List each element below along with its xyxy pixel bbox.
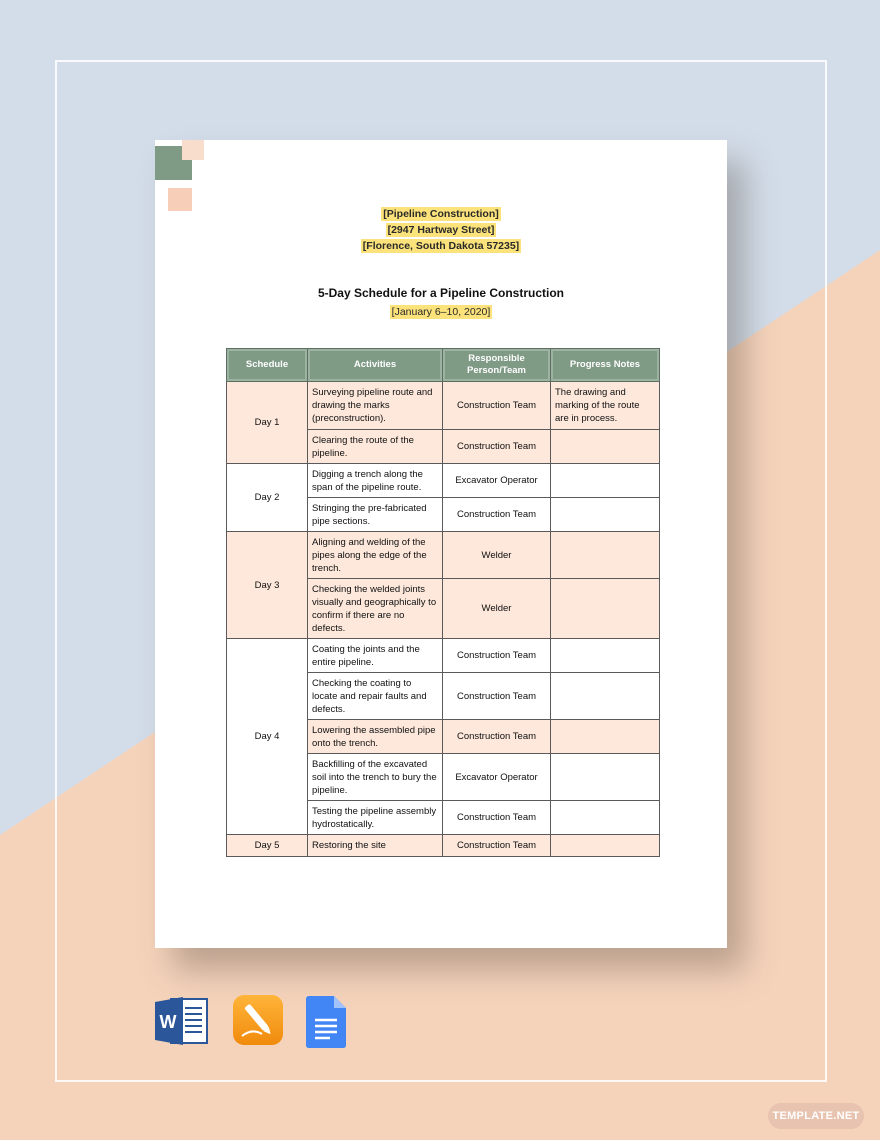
day-cell: Day 3 (227, 532, 308, 639)
notes-cell (551, 498, 660, 532)
table-row (227, 464, 660, 498)
team-cell: Welder (443, 579, 551, 639)
activity-cell: Checking the coating to locate and repair faults and defects. (308, 673, 443, 720)
table-row (227, 382, 660, 430)
team-cell: Construction Team (443, 639, 551, 673)
svg-text:W: W (159, 1012, 177, 1032)
notes-cell (551, 464, 660, 498)
schedule-table (226, 348, 660, 857)
day-cell: Day 4 (227, 639, 308, 835)
activity-cell: Testing the pipeline assembly hydrostatically. (308, 801, 443, 835)
pages-icon[interactable] (232, 994, 284, 1046)
city-address: [Florence, South Dakota 57235] (362, 240, 520, 252)
activity-cell: Checking the welded joints visually and geographically to confirm if there are no defects. (308, 579, 443, 639)
activity-cell: Lowering the assembled pipe onto the trench. (308, 720, 443, 754)
table-row (227, 639, 660, 673)
notes-cell (551, 720, 660, 754)
table-row (227, 835, 660, 857)
date-range: [January 6–10, 2020] (391, 306, 491, 318)
table-header-row (227, 349, 660, 382)
activity-cell: Clearing the route of the pipeline. (308, 430, 443, 464)
table-row (227, 532, 660, 579)
activity-cell: Aligning and welding of the pipes along the edge of the trench. (308, 532, 443, 579)
notes-cell (551, 835, 660, 857)
team-cell: Construction Team (443, 720, 551, 754)
team-cell: Welder (443, 532, 551, 579)
notes-cell (551, 801, 660, 835)
header-responsible: Responsible Person/Team (443, 349, 551, 382)
team-cell: Construction Team (443, 498, 551, 532)
notes-cell (551, 754, 660, 801)
google-docs-icon[interactable] (306, 996, 346, 1048)
day-cell: Day 1 (227, 382, 308, 464)
team-cell: Construction Team (443, 382, 551, 430)
street-address: [2947 Hartway Street] (387, 224, 495, 236)
team-cell: Excavator Operator (443, 464, 551, 498)
document-page (155, 140, 727, 948)
header-activities: Activities (308, 349, 443, 382)
header-progress-notes: Progress Notes (551, 349, 660, 382)
notes-cell (551, 639, 660, 673)
activity-cell: Restoring the site (308, 835, 443, 857)
team-cell: Construction Team (443, 430, 551, 464)
word-icon[interactable] (155, 996, 209, 1046)
activity-cell: Surveying pipeline route and drawing the marks (preconstruction). (308, 382, 443, 430)
notes-cell (551, 579, 660, 639)
document-title: 5-Day Schedule for a Pipeline Construction (317, 286, 565, 300)
day-cell: Day 5 (227, 835, 308, 857)
activity-cell: Backfilling of the excavated soil into the trench to bury the pipeline. (308, 754, 443, 801)
activity-cell: Digging a trench along the span of the pipeline route. (308, 464, 443, 498)
header-schedule: Schedule (227, 349, 308, 382)
notes-cell: The drawing and marking of the route are in process. (551, 382, 660, 430)
team-cell: Construction Team (443, 835, 551, 857)
app-icons (155, 994, 355, 1050)
notes-cell (551, 532, 660, 579)
template-net-badge[interactable]: TEMPLATE.NET (768, 1103, 864, 1129)
team-cell: Construction Team (443, 673, 551, 720)
company-name: [Pipeline Construction] (383, 208, 499, 220)
team-cell: Excavator Operator (443, 754, 551, 801)
notes-cell (551, 430, 660, 464)
team-cell: Construction Team (443, 801, 551, 835)
corner-decoration (182, 140, 204, 160)
notes-cell (551, 673, 660, 720)
activity-cell: Stringing the pre-fabricated pipe sections. (308, 498, 443, 532)
activity-cell: Coating the joints and the entire pipeline. (308, 639, 443, 673)
day-cell: Day 2 (227, 464, 308, 532)
